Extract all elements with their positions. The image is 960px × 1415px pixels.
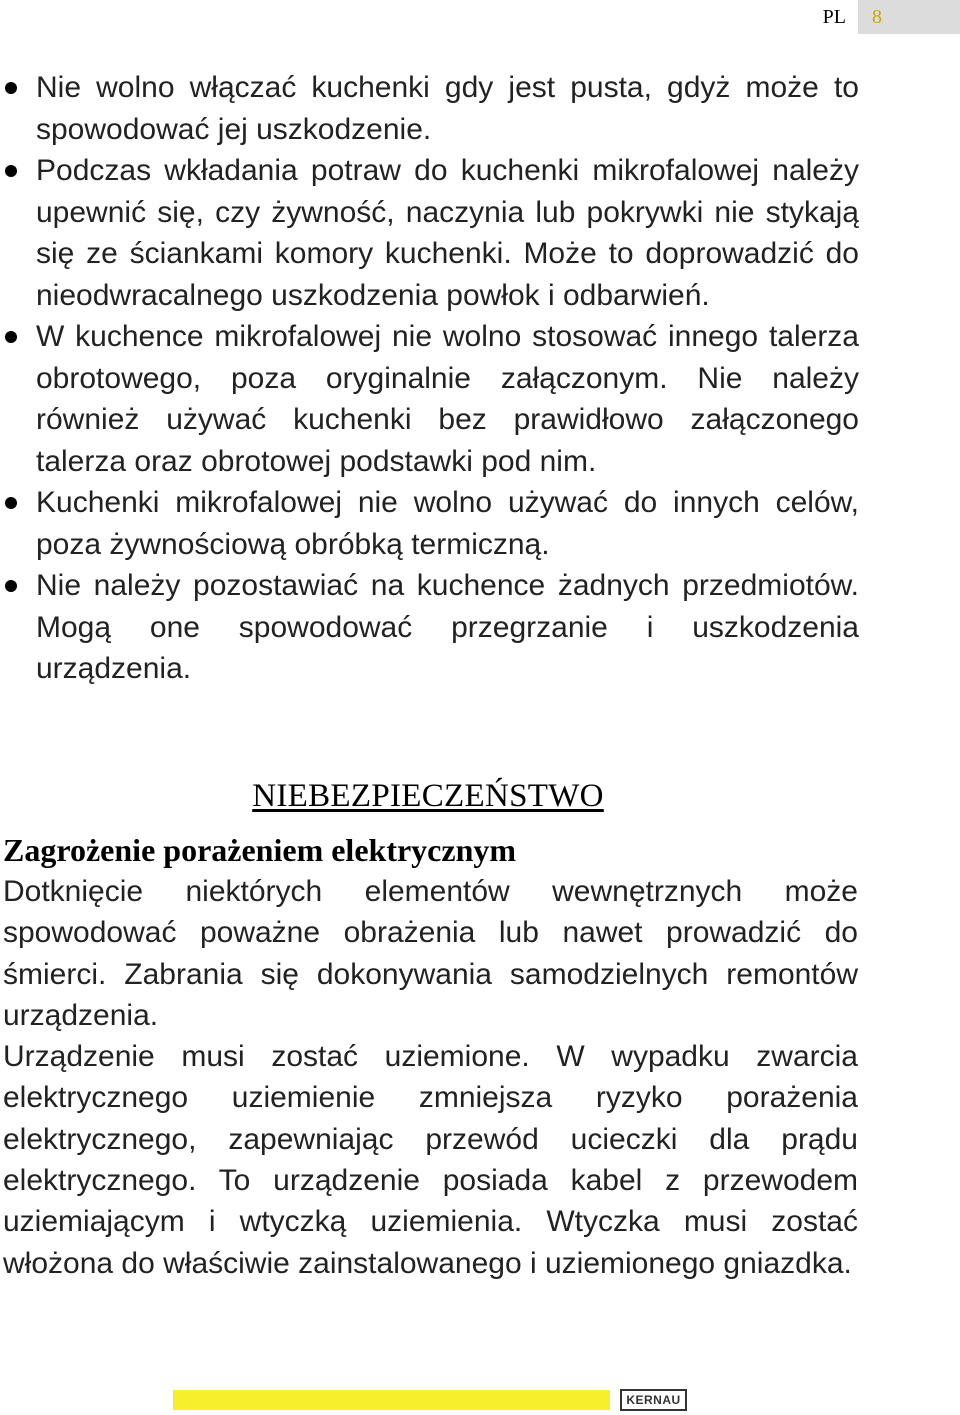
list-item — [3, 150, 859, 316]
footer-accent-bar — [173, 1390, 610, 1410]
danger-paragraph: Dotknięcie niektórych elementów wewnętrznych może spowodować poważne obrażenia lub nawet prowadzić do śmierci. Zabrania się dokonywania samodzielnych remontów urządzenia. — [3, 875, 858, 1032]
list-item — [3, 565, 859, 690]
list-item-text: Nie wolno włączać kuchenki gdy jest pusta, gdyż może to spowodować jej uszkodzenie. — [36, 71, 859, 146]
language-label: PL — [822, 6, 846, 28]
list-item-text: W kuchence mikrofalowej nie wolno stosować innego talerza obrotowego, poza oryginalnie załączonym. Nie należy również używać kuchenki bez prawidłowo załączonego talerza oraz obrotowej podstawki pod nim. — [36, 320, 859, 478]
page-number: 8 — [858, 0, 960, 34]
list-item — [3, 67, 859, 150]
warnings-list — [3, 67, 859, 690]
danger-paragraph: Urządzenie musi zostać uziemione. W wypadku zwarcia elektrycznego uziemienie zmniejsza ryzyko porażenia elektrycznego, zapewniając przewód ucieczki dla prądu elektrycznego. To urządzenie posiada kabel z przewodem uziemiającym i wtyczką uziemienia. Wtyczka musi zostać włożona do właściwie zainstalowanego i uziemionego gniazdka. — [3, 1040, 858, 1280]
list-item-text: Nie należy pozostawiać na kuchence żadnych przedmiotów. Mogą one spowodować przegrzanie i uszkodzenia urządzenia. — [36, 569, 859, 685]
danger-subheading: Zagrożenie porażeniem elektrycznym — [3, 832, 517, 868]
list-item-text: Kuchenki mikrofalowej nie wolno używać do innych celów, poza żywnościową obróbką termiczną. — [36, 486, 859, 561]
page-header — [823, 0, 960, 34]
danger-heading: NIEBEZPIECZEŃSTWO — [252, 778, 604, 814]
list-item-text: Podczas wkładania potraw do kuchenki mikrofalowej należy upewnić się, czy żywność, naczynia lub pokrywki nie stykają się ze ściankami komory kuchenki. Może to doprowadzić do nieodwracalnego uszkodzenia powłok i odbarwień. — [36, 154, 859, 312]
bullet-icon — [5, 165, 17, 177]
bullet-icon — [5, 82, 17, 94]
bullet-icon — [5, 497, 17, 509]
warnings-list-container — [3, 67, 859, 690]
danger-section — [3, 829, 858, 1284]
bullet-icon — [5, 580, 17, 592]
bullet-icon — [5, 331, 17, 343]
brand-logo: KERNAU — [620, 1389, 687, 1411]
list-item — [3, 482, 859, 565]
list-item — [3, 316, 859, 482]
